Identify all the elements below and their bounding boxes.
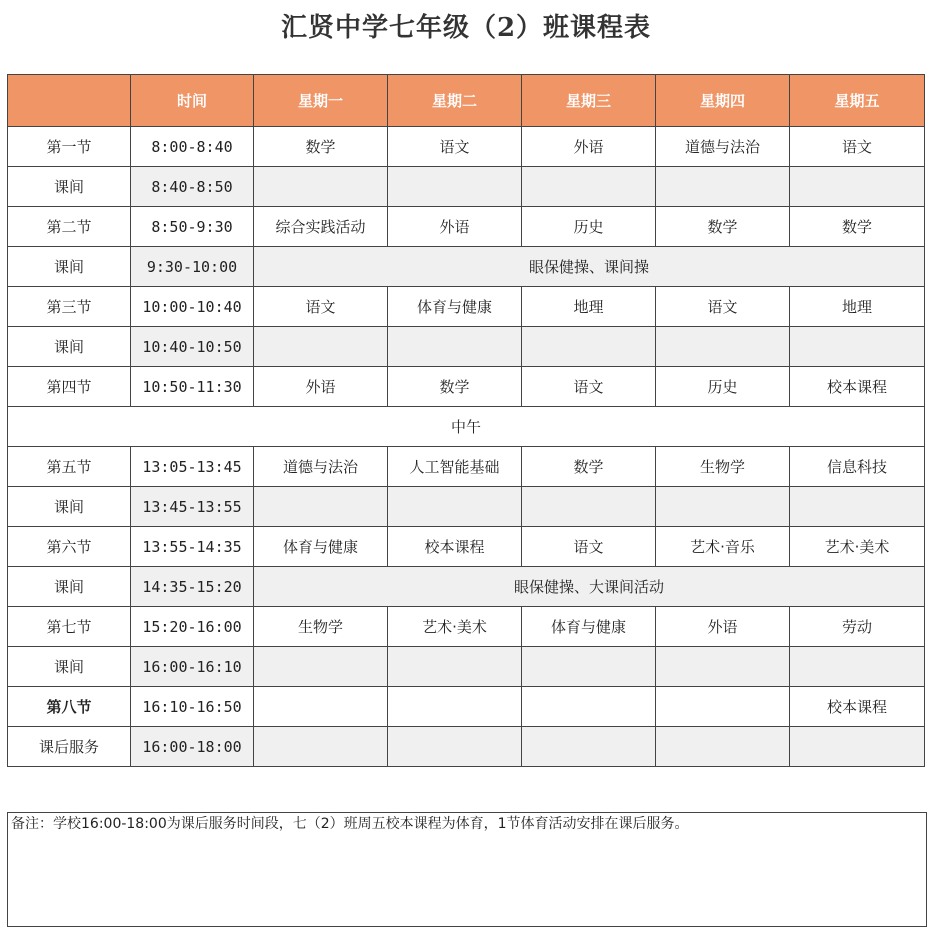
course-cell: 语文 [254, 287, 388, 327]
period-cell: 课间 [8, 327, 131, 367]
header-time: 时间 [131, 75, 254, 127]
period-cell: 第三节 [8, 287, 131, 327]
course-cell: 语文 [388, 127, 522, 167]
table-row [8, 167, 925, 207]
header-thursday: 星期四 [656, 75, 790, 127]
course-cell [254, 167, 388, 207]
course-cell: 校本课程 [790, 687, 925, 727]
table-row [8, 607, 925, 647]
period-cell: 第五节 [8, 447, 131, 487]
table-row [8, 247, 925, 287]
course-cell: 艺术·美术 [790, 527, 925, 567]
header-monday: 星期一 [254, 75, 388, 127]
table-row [8, 407, 925, 447]
table-row [8, 287, 925, 327]
activity-merged-cell: 眼保健操、课间操 [254, 247, 925, 287]
course-cell: 体育与健康 [254, 527, 388, 567]
noon-cell: 中午 [8, 407, 925, 447]
course-cell [388, 167, 522, 207]
course-cell [254, 687, 388, 727]
course-cell [656, 487, 790, 527]
course-cell: 生物学 [656, 447, 790, 487]
course-cell [254, 727, 388, 767]
timetable [7, 74, 925, 767]
course-cell: 数学 [522, 447, 656, 487]
course-cell: 艺术·音乐 [656, 527, 790, 567]
table-row [8, 447, 925, 487]
course-cell [656, 647, 790, 687]
course-cell: 数学 [790, 207, 925, 247]
course-cell: 体育与健康 [388, 287, 522, 327]
header-corner-cell [8, 75, 131, 127]
course-cell: 人工智能基础 [388, 447, 522, 487]
course-cell: 数学 [254, 127, 388, 167]
course-cell [522, 727, 656, 767]
period-cell: 第二节 [8, 207, 131, 247]
course-cell: 道德与法治 [656, 127, 790, 167]
course-cell [522, 647, 656, 687]
period-cell: 课间 [8, 647, 131, 687]
course-cell [388, 327, 522, 367]
course-cell: 劳动 [790, 607, 925, 647]
course-cell [656, 727, 790, 767]
table-row [8, 527, 925, 567]
time-cell: 13:05-13:45 [131, 447, 254, 487]
course-cell: 外语 [388, 207, 522, 247]
time-cell: 16:00-18:00 [131, 727, 254, 767]
period-cell: 第八节 [8, 687, 131, 727]
table-row [8, 687, 925, 727]
table-row [8, 127, 925, 167]
course-cell [522, 487, 656, 527]
table-row [8, 487, 925, 527]
time-cell: 13:55-14:35 [131, 527, 254, 567]
course-cell [254, 487, 388, 527]
course-cell: 历史 [656, 367, 790, 407]
course-cell: 信息科技 [790, 447, 925, 487]
time-cell: 9:30-10:00 [131, 247, 254, 287]
course-cell: 语文 [790, 127, 925, 167]
period-cell: 课间 [8, 487, 131, 527]
course-cell: 艺术·美术 [388, 607, 522, 647]
time-cell: 14:35-15:20 [131, 567, 254, 607]
course-cell: 校本课程 [790, 367, 925, 407]
time-cell: 16:10-16:50 [131, 687, 254, 727]
course-cell: 地理 [522, 287, 656, 327]
time-cell: 10:00-10:40 [131, 287, 254, 327]
time-cell: 13:45-13:55 [131, 487, 254, 527]
header-row [8, 75, 925, 127]
time-cell: 10:50-11:30 [131, 367, 254, 407]
period-cell: 第一节 [8, 127, 131, 167]
period-cell: 课间 [8, 167, 131, 207]
course-cell: 地理 [790, 287, 925, 327]
period-cell: 第四节 [8, 367, 131, 407]
course-cell: 语文 [522, 367, 656, 407]
course-cell [790, 327, 925, 367]
course-cell: 外语 [254, 367, 388, 407]
course-cell [388, 487, 522, 527]
table-row [8, 207, 925, 247]
period-cell: 第七节 [8, 607, 131, 647]
header-wednesday: 星期三 [522, 75, 656, 127]
course-cell: 数学 [388, 367, 522, 407]
course-cell [656, 327, 790, 367]
time-cell: 8:00-8:40 [131, 127, 254, 167]
course-cell: 体育与健康 [522, 607, 656, 647]
course-cell [790, 167, 925, 207]
table-row [8, 727, 925, 767]
course-cell [790, 647, 925, 687]
time-cell: 15:20-16:00 [131, 607, 254, 647]
header-friday: 星期五 [790, 75, 925, 127]
course-cell [522, 327, 656, 367]
table-row [8, 647, 925, 687]
course-cell [790, 727, 925, 767]
course-cell [388, 727, 522, 767]
time-cell: 16:00-16:10 [131, 647, 254, 687]
period-cell: 第六节 [8, 527, 131, 567]
course-cell [656, 167, 790, 207]
course-cell [522, 687, 656, 727]
course-cell: 外语 [522, 127, 656, 167]
time-cell: 8:50-9:30 [131, 207, 254, 247]
course-cell: 道德与法治 [254, 447, 388, 487]
period-cell: 课后服务 [8, 727, 131, 767]
table-row [8, 367, 925, 407]
header-tuesday: 星期二 [388, 75, 522, 127]
course-cell [254, 647, 388, 687]
time-cell: 8:40-8:50 [131, 167, 254, 207]
course-cell: 数学 [656, 207, 790, 247]
remark-box: 备注：学校16:00-18:00为课后服务时间段，七（2）班周五校本课程为体育，1节体育活动安排在课后服务。 [7, 812, 927, 927]
period-cell: 课间 [8, 567, 131, 607]
course-cell [254, 327, 388, 367]
table-row [8, 567, 925, 607]
course-cell: 综合实践活动 [254, 207, 388, 247]
course-cell [522, 167, 656, 207]
course-cell: 外语 [656, 607, 790, 647]
course-cell [790, 487, 925, 527]
course-cell: 语文 [656, 287, 790, 327]
course-cell: 历史 [522, 207, 656, 247]
page-title: 汇贤中学七年级（2）班课程表 [280, 13, 652, 43]
course-cell [656, 687, 790, 727]
course-cell [388, 687, 522, 727]
table-row [8, 327, 925, 367]
course-cell: 校本课程 [388, 527, 522, 567]
course-cell: 语文 [522, 527, 656, 567]
time-cell: 10:40-10:50 [131, 327, 254, 367]
course-cell [388, 647, 522, 687]
activity-merged-cell: 眼保健操、大课间活动 [254, 567, 925, 607]
course-cell: 生物学 [254, 607, 388, 647]
period-cell: 课间 [8, 247, 131, 287]
